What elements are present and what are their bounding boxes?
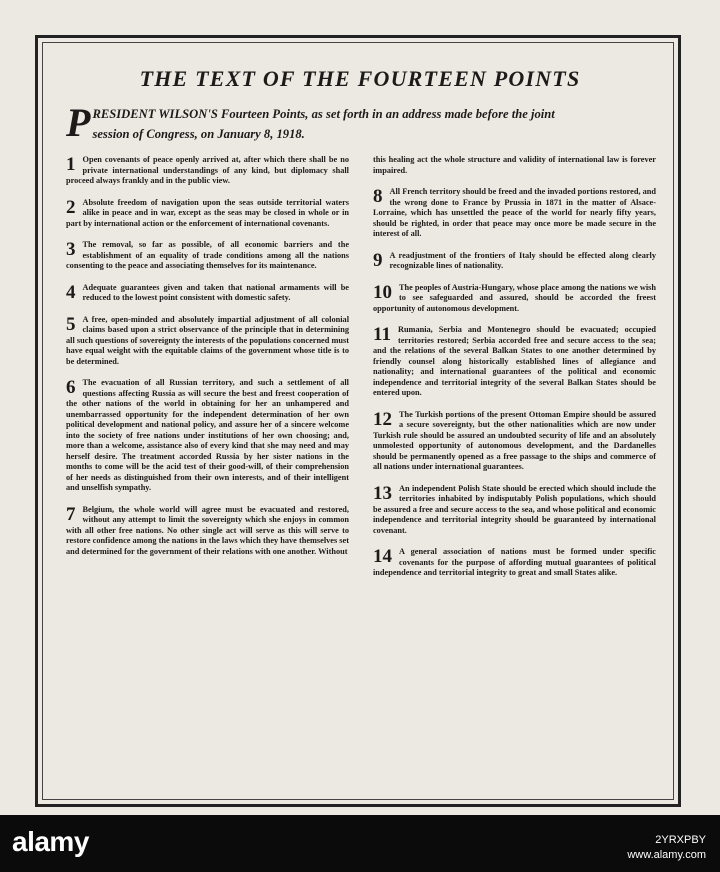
point-text: The evacuation of all Russian territory, and such a settlement of all questions affecting Russia as will secure the best and freest cooperation of the other nations of the world in obtaining for her an unhampered and unembarrassed opportunity for the independent determination of her own political development and national policy, and assure her of a sincere welcome into the society of free nations under institutions of her own choosing; and, more than a welcome, assistance also of every kind that she may need and may herself desire. The treatment accorded Russia by her sister nations in the months to come will be the acid test of their good-will, of their comprehension of her needs as distinguished from their own interests, and of their intelligent and unselfish sympathy.: [66, 378, 349, 492]
point-number: 9: [373, 249, 383, 271]
point-text: A general association of nations must be formed under specific covenants for the purpose of affording mutual guarantees of political independence and territorial integrity to great and small States alike.: [373, 547, 656, 577]
point-text: An independent Polish State should be erected which should include the territories inhabited by indisputably Polish populations, which should be assured a free and secure access to the sea, and whose political and economic independence and territorial integrity should be guaranteed by international covenant.: [373, 483, 656, 535]
site-url: www.alamy.com: [627, 849, 706, 861]
stock-image-info: [627, 833, 706, 863]
point-11: [373, 325, 656, 399]
point-number: 6: [66, 377, 76, 398]
point-text: The Turkish portions of the present Ottoman Empire should be assured a secure sovereignty, but the other nationalities which are now under Turkish rule should be assured an undoubted security of life and an absolutely unmolested opportunity of autonomous development, and the Dardanelles should be permanently opened as a free passage to the ships and commerce of all nations under international guarantees.: [373, 409, 656, 471]
point-text: Rumania, Serbia and Montenegro should be evacuated; occupied territories restored; Serbia accorded free and secure access to the sea; and the relations of the several Balkan States to one another determined by friendly counsel along historically established lines of allegiance and nationality; and international guarantees of the political and economic independence and territorial integrity of the several Balkan States should be entered upon.: [373, 325, 656, 397]
point-number: 10: [373, 281, 392, 303]
point-number: 13: [373, 482, 392, 504]
point-text: Open covenants of peace openly arrived at, after which there shall be no private international understandings of any kind, but diplomacy shall proceed always frankly and in the public view.: [66, 155, 349, 185]
point-text: The peoples of Austria-Hungary, whose place among the nations we wish to see safeguarded and assured, should be accorded the freest opportunity of autonomous development.: [373, 282, 656, 313]
point-text: A readjustment of the frontiers of Italy should be effected along clearly recognizable lines of nationality.: [389, 250, 656, 270]
point-number: 12: [373, 408, 392, 430]
point-number: 3: [66, 239, 76, 260]
point-text: All French territory should be freed and the invaded portions restored, and the wrong done to France by Prussia in 1871 in the matter of Alsace-Lorraine, which has unsettled the peace of the world for nearly fifty years, should be righted, in order that peace may once more be made secure in the interest of all.: [373, 187, 656, 238]
point-13: [373, 484, 656, 537]
document-title: THE TEXT OF THE FOURTEEN POINTS: [139, 66, 581, 91]
point-number: 2: [66, 196, 76, 218]
point-text: Belgium, the whole world will agree must be evacuated and restored, without any attempt to limit the sovereignty which she enjoys in common with all other free nations. No other single act will serve as this will serve to restore confidence among the nations in the laws which they have themselves set and determined for the government of their relations with one another. Without: [66, 504, 349, 556]
point-7-continuation: this healing act the whole structure and validity of international law is forever impaired.: [373, 155, 656, 175]
point-number: 4: [66, 281, 76, 303]
point-number: 8: [373, 186, 383, 207]
image-id: 2YRXPBY: [655, 834, 706, 846]
intro-line-1: RESIDENT WILSON'S Fourteen Points, as set forth in an address made before the joint: [92, 107, 555, 121]
left-column: [66, 155, 349, 568]
point-number: 14: [373, 546, 392, 567]
intro-paragraph: [66, 100, 662, 145]
intro-line-2: session of Congress, on January 8, 1918.: [92, 127, 305, 141]
point-2: [66, 198, 349, 230]
point-4: [66, 283, 349, 304]
point-text: Absolute freedom of navigation upon the seas outside territorial waters alike in peace and in war, except as the seas may be closed in whole or in part by international action or the enforcement of international covenants.: [66, 197, 349, 228]
point-number: 5: [66, 313, 76, 335]
point-text: The removal, so far as possible, of all economic barriers and the establishment of an equality of trade conditions among all the nations consenting to the peace and associating themselves for its maintenance.: [66, 240, 349, 270]
point-5: [66, 315, 349, 368]
point-7: [66, 505, 349, 558]
point-text: A free, open-minded and absolutely impartial adjustment of all colonial claims based upon a strict observance of the principle that in determining all such questions of sovereignty the interests of the populations concerned must have equal weight with the equitable claims of the government whose title is to be determined.: [66, 314, 349, 366]
point-1: [66, 155, 349, 187]
point-9: [373, 251, 656, 272]
point-number: 1: [66, 154, 76, 175]
point-text: Adequate guarantees given and taken that national armaments will be reduced to the lowest point consistent with domestic safety.: [82, 282, 349, 302]
point-12: [373, 410, 656, 473]
point-3: [66, 240, 349, 272]
point-14: [373, 547, 656, 579]
stock-footer-bar: [0, 815, 720, 872]
alamy-logo: alamy: [12, 826, 89, 857]
point-number: 11: [373, 324, 391, 345]
point-8: [373, 187, 656, 240]
right-column: [373, 155, 656, 590]
point-10: [373, 283, 656, 315]
point-6: [66, 378, 349, 494]
point-number: 7: [66, 503, 76, 525]
drop-cap: P: [66, 100, 91, 145]
